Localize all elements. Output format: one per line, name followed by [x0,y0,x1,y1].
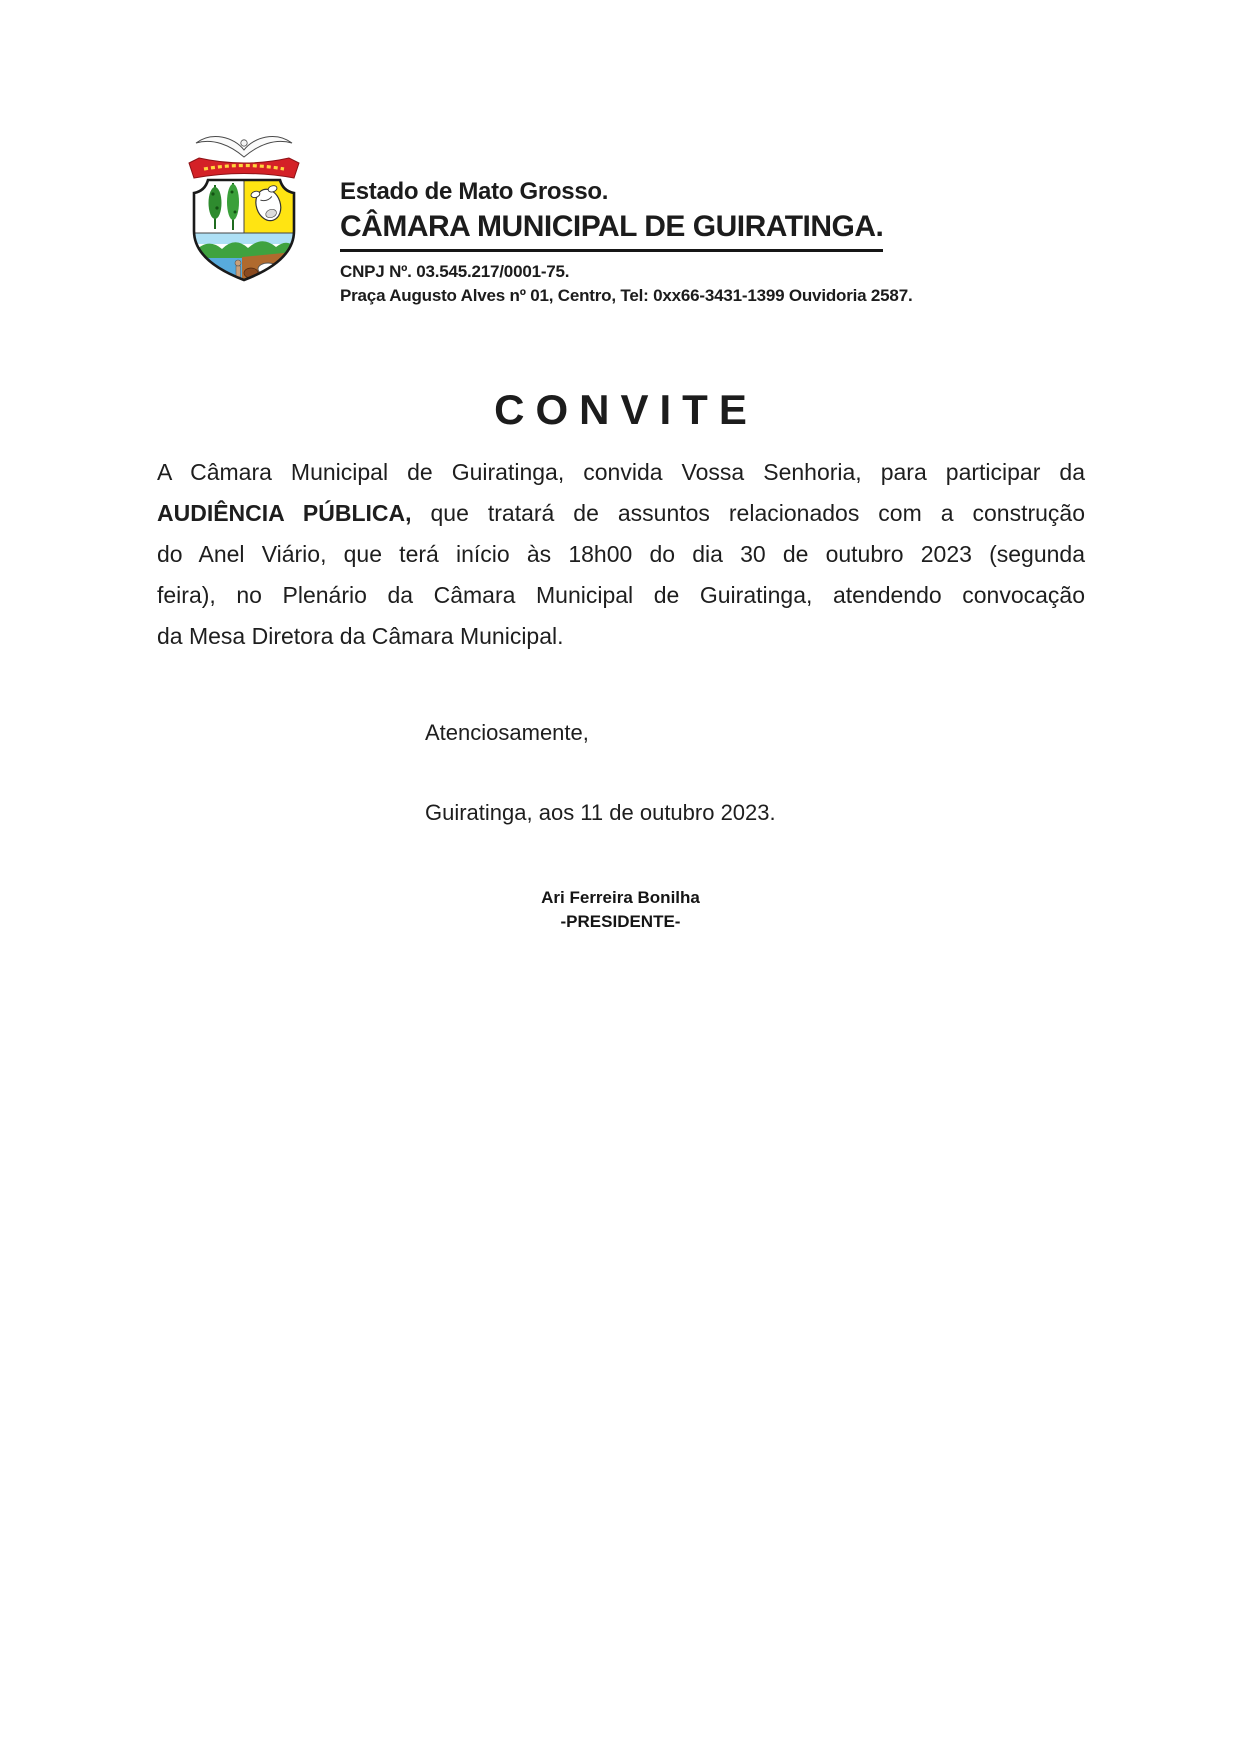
body-line-2-rest: que tratará de assuntos relacionados com a construção [430,500,1085,526]
signer-name: Ari Ferreira Bonilha [541,888,700,907]
coat-of-arms-icon [178,128,310,285]
letterhead-state: Estado de Mato Grosso. [340,178,609,205]
body-line-4: feira), no Plenário da Câmara Municipal de Guiratinga, atendendo convocação [157,582,1085,608]
letterhead-address: Praça Augusto Alves nº 01, Centro, Tel: 0xx66-3431-1399 Ouvidoria 2587. [340,286,913,305]
document-title: CONVITE [494,386,758,433]
closing-salutation: Atenciosamente, [425,720,589,745]
body-line-3: do Anel Viário, que terá início às 18h00 do dia 30 de outubro 2023 (segunda [157,541,1085,567]
body-paragraph [157,452,1085,657]
signer-role: -PRESIDENTE- [560,912,681,931]
letterhead-cnpj: CNPJ Nº. 03.545.217/0001-75. [340,262,570,281]
body-line-5: da Mesa Diretora da Câmara Municipal. [157,623,564,649]
letterhead-organization: CÂMARA MUNICIPAL DE GUIRATINGA. [340,210,883,252]
signature-block [0,886,1241,934]
body-line-2-bold: AUDIÊNCIA PÚBLICA, [157,500,412,526]
body-line-2 [157,493,1085,534]
body-line-1: A Câmara Municipal de Guiratinga, convida Vossa Senhoria, para participar da [157,459,1085,485]
place-date-line: Guiratinga, aos 11 de outubro 2023. [425,800,776,825]
